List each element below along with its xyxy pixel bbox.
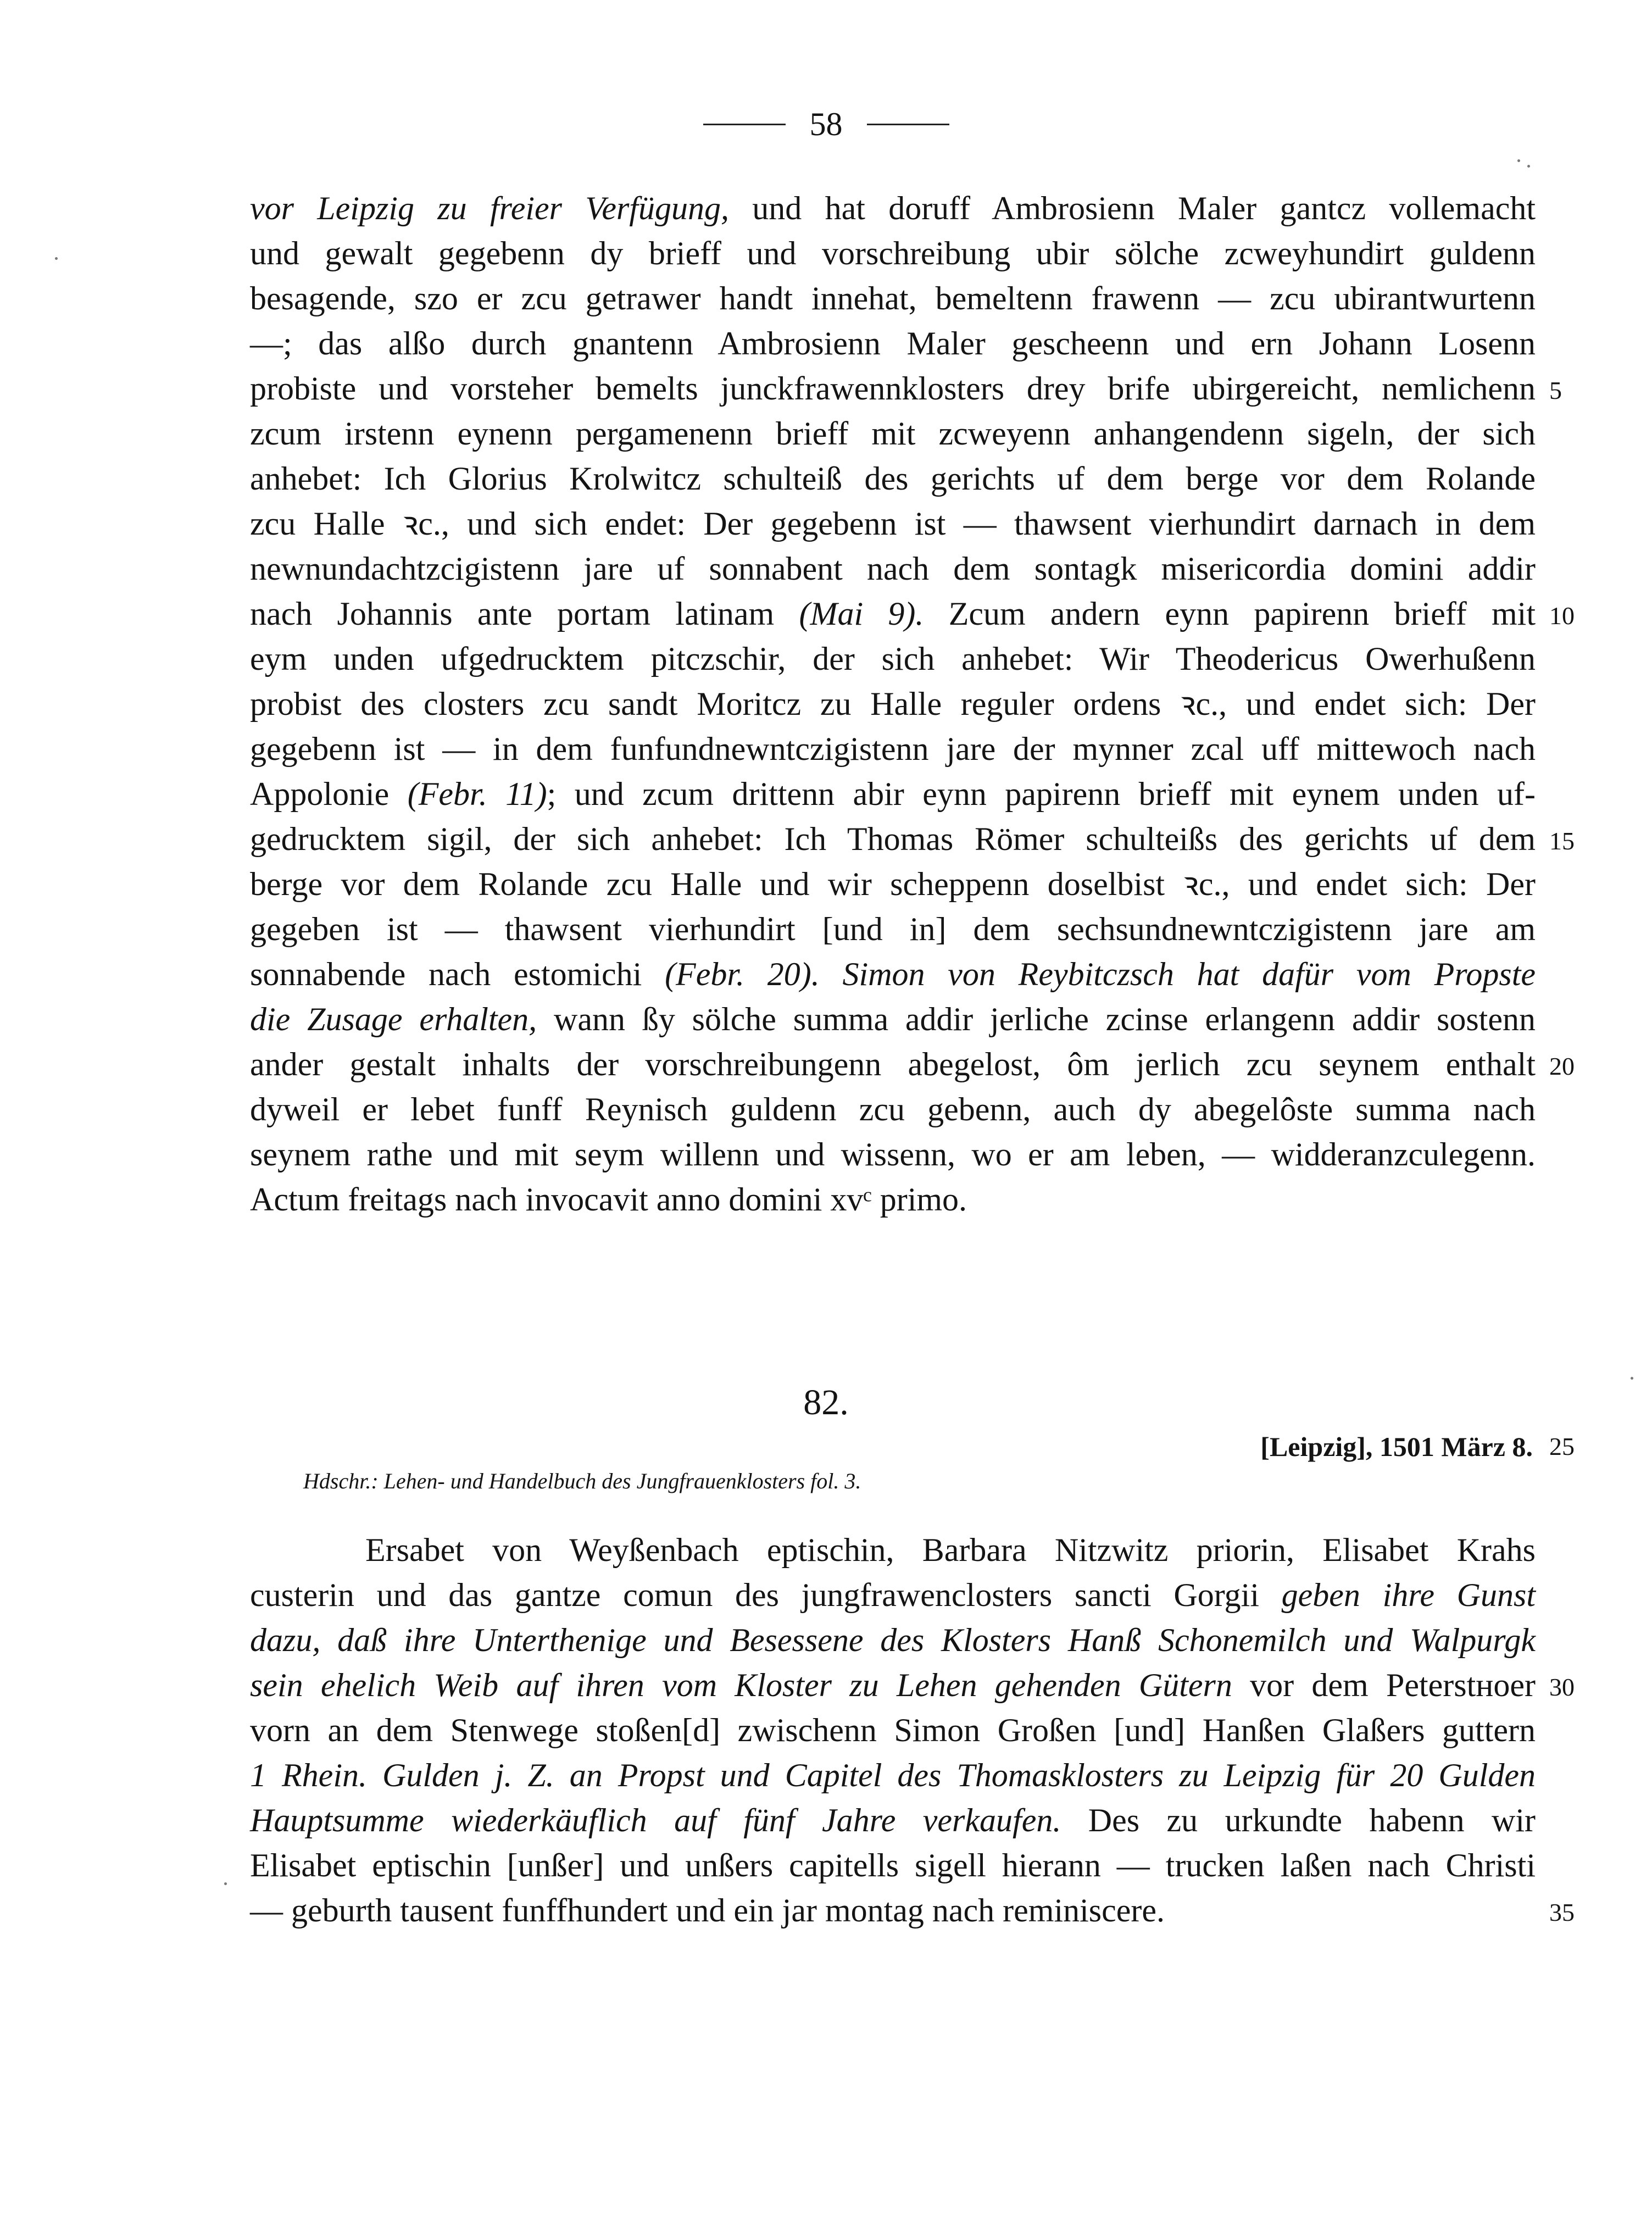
text-line [250,1572,1536,1618]
text-segment: Elisabet eptischin [unßer] und unßers capitells sigell hierann — trucken laßen nach Christi [250,1847,1536,1883]
text-segment: berge vor dem Rolande zcu Halle und wir scheppenn doselbist ꝛc., und endet sich: Der [250,866,1536,902]
text-line [250,231,1536,276]
page-header [0,108,1652,141]
text-line [250,591,1536,636]
text-segment: seynem rathe und mit seym willenn und wissenn, wo er am leben, — widderanzculegenn. [250,1136,1536,1172]
speck [1631,1377,1633,1380]
text-segment: wann ßy sölche summa addir jerliche zcinse erlangenn addir sostenn [537,1001,1536,1037]
text-segment: probist des closters zcu sandt Moritcz zu Halle reguler ordens ꝛc., und endet sich: Der [250,686,1536,722]
italic-segment: (Febr. 20). Simon von Reybitczsch hat dafür vom Propste [665,956,1536,992]
text-segment: custerin und das gantze comun des jungfrawenclosters sancti Gorgii [250,1577,1282,1613]
text-segment: gedrucktem sigil, der sich anhebet: Ich Thomas Römer schulteißs des gerichts uf dem [250,821,1536,857]
italic-segment: (Febr. 11) [407,776,547,812]
text-line [250,1708,1536,1753]
text-line [250,1663,1536,1708]
line-number: 25 [1549,1432,1575,1460]
text-segment: Appolonie [250,776,408,812]
italic-segment: die Zusage erhalten, [250,1001,537,1037]
italic-segment: (Mai 9). [799,596,924,632]
document-number: 82. [803,1382,849,1422]
italic-segment: vor Leipzig zu freier Verfügung, [250,190,729,226]
text-line [250,1618,1536,1663]
line-number: 5 [1549,376,1562,404]
text-segment: besagende, szo er zcu getrawer handt innehat, bemeltenn frawenn — zcu ubirantwurtenn [250,280,1536,316]
text-line [250,546,1536,591]
text-line [250,681,1536,726]
text-segment: zcu Halle ꝛc., und sich endet: Der gegebenn ist — thawsent vierhundirt darnach in dem [250,505,1536,542]
date-line: [Leipzig], 1501 März 8. [1260,1431,1533,1462]
speck [1517,159,1520,162]
text-segment: sonnabende nach estomichi [250,956,665,992]
italic-segment: 1 Rhein. Gulden j. Z. an Propst und Capitel des Thomasklosters zu Leipzig für 20 Gulden [250,1757,1536,1793]
line-number: 10 [1549,602,1575,630]
text-segment: vor dem Peterstноer [1232,1667,1536,1703]
source-reference: Hdschr.: Lehen- und Handelbuch des Jungfrauenklosters fol. 3. [303,1469,861,1493]
text-segment: gegeben ist — thawsent vierhundirt [und in] dem sechsundnewntczigistenn jare am [250,911,1536,947]
text-segment: probiste und vorsteher bemelts junckfrawennklosters drey brife ubirgereicht, nemlichenn [250,370,1536,407]
line-number: 15 [1549,827,1575,855]
text-line [250,456,1536,501]
header-rule-left [703,124,786,125]
text-line [250,1132,1536,1177]
text-segment: anhebet: Ich Glorius Krolwitcz schulteiß des gerichts uf dem berge vor dem Rolande [250,460,1536,497]
text-line [250,366,1536,411]
text-line [250,276,1536,321]
text-segment: — geburth tausent funffhundert und ein jar montag nach reminiscere. [250,1892,1165,1929]
line-number: 35 [1549,1898,1575,1926]
text-segment: Ersabet von Weyßenbach eptischin, Barbara Nitzwitz priorin, Elisabet Krahs [365,1532,1536,1568]
text-line [250,1042,1536,1087]
text-segment: nach Johannis ante portam latinam [250,596,799,632]
text-segment: ander gestalt inhalts der vorschreibungenn abegelost, ôm jerlich zcu seynem enthalt [250,1046,1536,1082]
text-line [250,636,1536,681]
speck [55,257,58,260]
speck [1527,165,1530,168]
text-segment: Actum freitags nach invocavit anno domini xvᶜ primo. [250,1181,967,1218]
header-rule-right [867,124,949,125]
text-segment: und hat doruff Ambrosienn Maler gantcz vollemacht [728,190,1536,226]
text-segment: dyweil er lebet funff Reynisch guldenn zcu gebenn, auch dy abegelôste summa nach [250,1091,1536,1127]
text-segment: ; und zcum drittenn abir eynn papirenn brieff mit eynem unden uf- [547,776,1536,812]
text-segment: Zcum andern eynn papirenn brieff mit [924,596,1536,632]
text-segment: vorn an dem Stenwege stoßen[d] zwischenn Simon Großen [und] Hanßen Glaßers guttern [250,1712,1536,1748]
text-line [250,1177,1536,1222]
text-line [250,1888,1536,1933]
page-number: 58 [809,106,843,142]
text-line [250,321,1536,366]
text-line [250,1798,1536,1843]
text-line [250,411,1536,456]
speck [224,1882,227,1885]
text-segment: eym unden ufgedrucktem pitczschir, der sich anhebet: Wir Theodericus Owerhußenn [250,641,1536,677]
text-segment: und gewalt gegebenn dy brieff und vorschreibung ubir sölche zcweyhundirt guldenn [250,235,1536,271]
text-segment: newnundachtzcigistenn jare uf sonnabent nach dem sontagk misericordia domini addir [250,551,1536,587]
text-line [250,997,1536,1042]
text-segment: gegebenn ist — in dem funfundnewntczigistenn jare der mynner zcal uff mittewoch nach [250,731,1536,767]
text-line [250,186,1536,231]
italic-segment: sein ehelich Weib auf ihren vom Kloster zu Lehen gehenden Gütern [250,1667,1232,1703]
text-segment: —; das alßo durch gnantenn Ambrosienn Maler gescheenn und ern Johann Losenn [250,325,1536,362]
text-line [250,501,1536,546]
line-number: 20 [1549,1052,1575,1080]
text-segment: zcum irstenn eynenn pergamenenn brieff mit zcweyenn anhangendenn sigeln, der sich [250,415,1536,452]
text-line [250,952,1536,997]
text-line [250,907,1536,952]
text-line [250,1843,1536,1888]
text-segment: Des zu urkundte habenn wir [1061,1802,1536,1838]
text-line [250,862,1536,907]
text-line [250,816,1536,862]
italic-segment: dazu, daß ihre Unterthenige und Besessene des Klosters Hanß Schonemilch und Walpurgk [250,1622,1536,1658]
text-line [250,771,1536,816]
text-line [250,1527,1536,1572]
line-number: 30 [1549,1673,1575,1701]
italic-segment: Hauptsumme wiederkäuflich auf fünf Jahre verkaufen. [250,1802,1061,1838]
text-line [250,1753,1536,1798]
italic-segment: geben ihre Gunst [1281,1577,1536,1613]
text-line [250,1087,1536,1132]
text-line [250,726,1536,771]
